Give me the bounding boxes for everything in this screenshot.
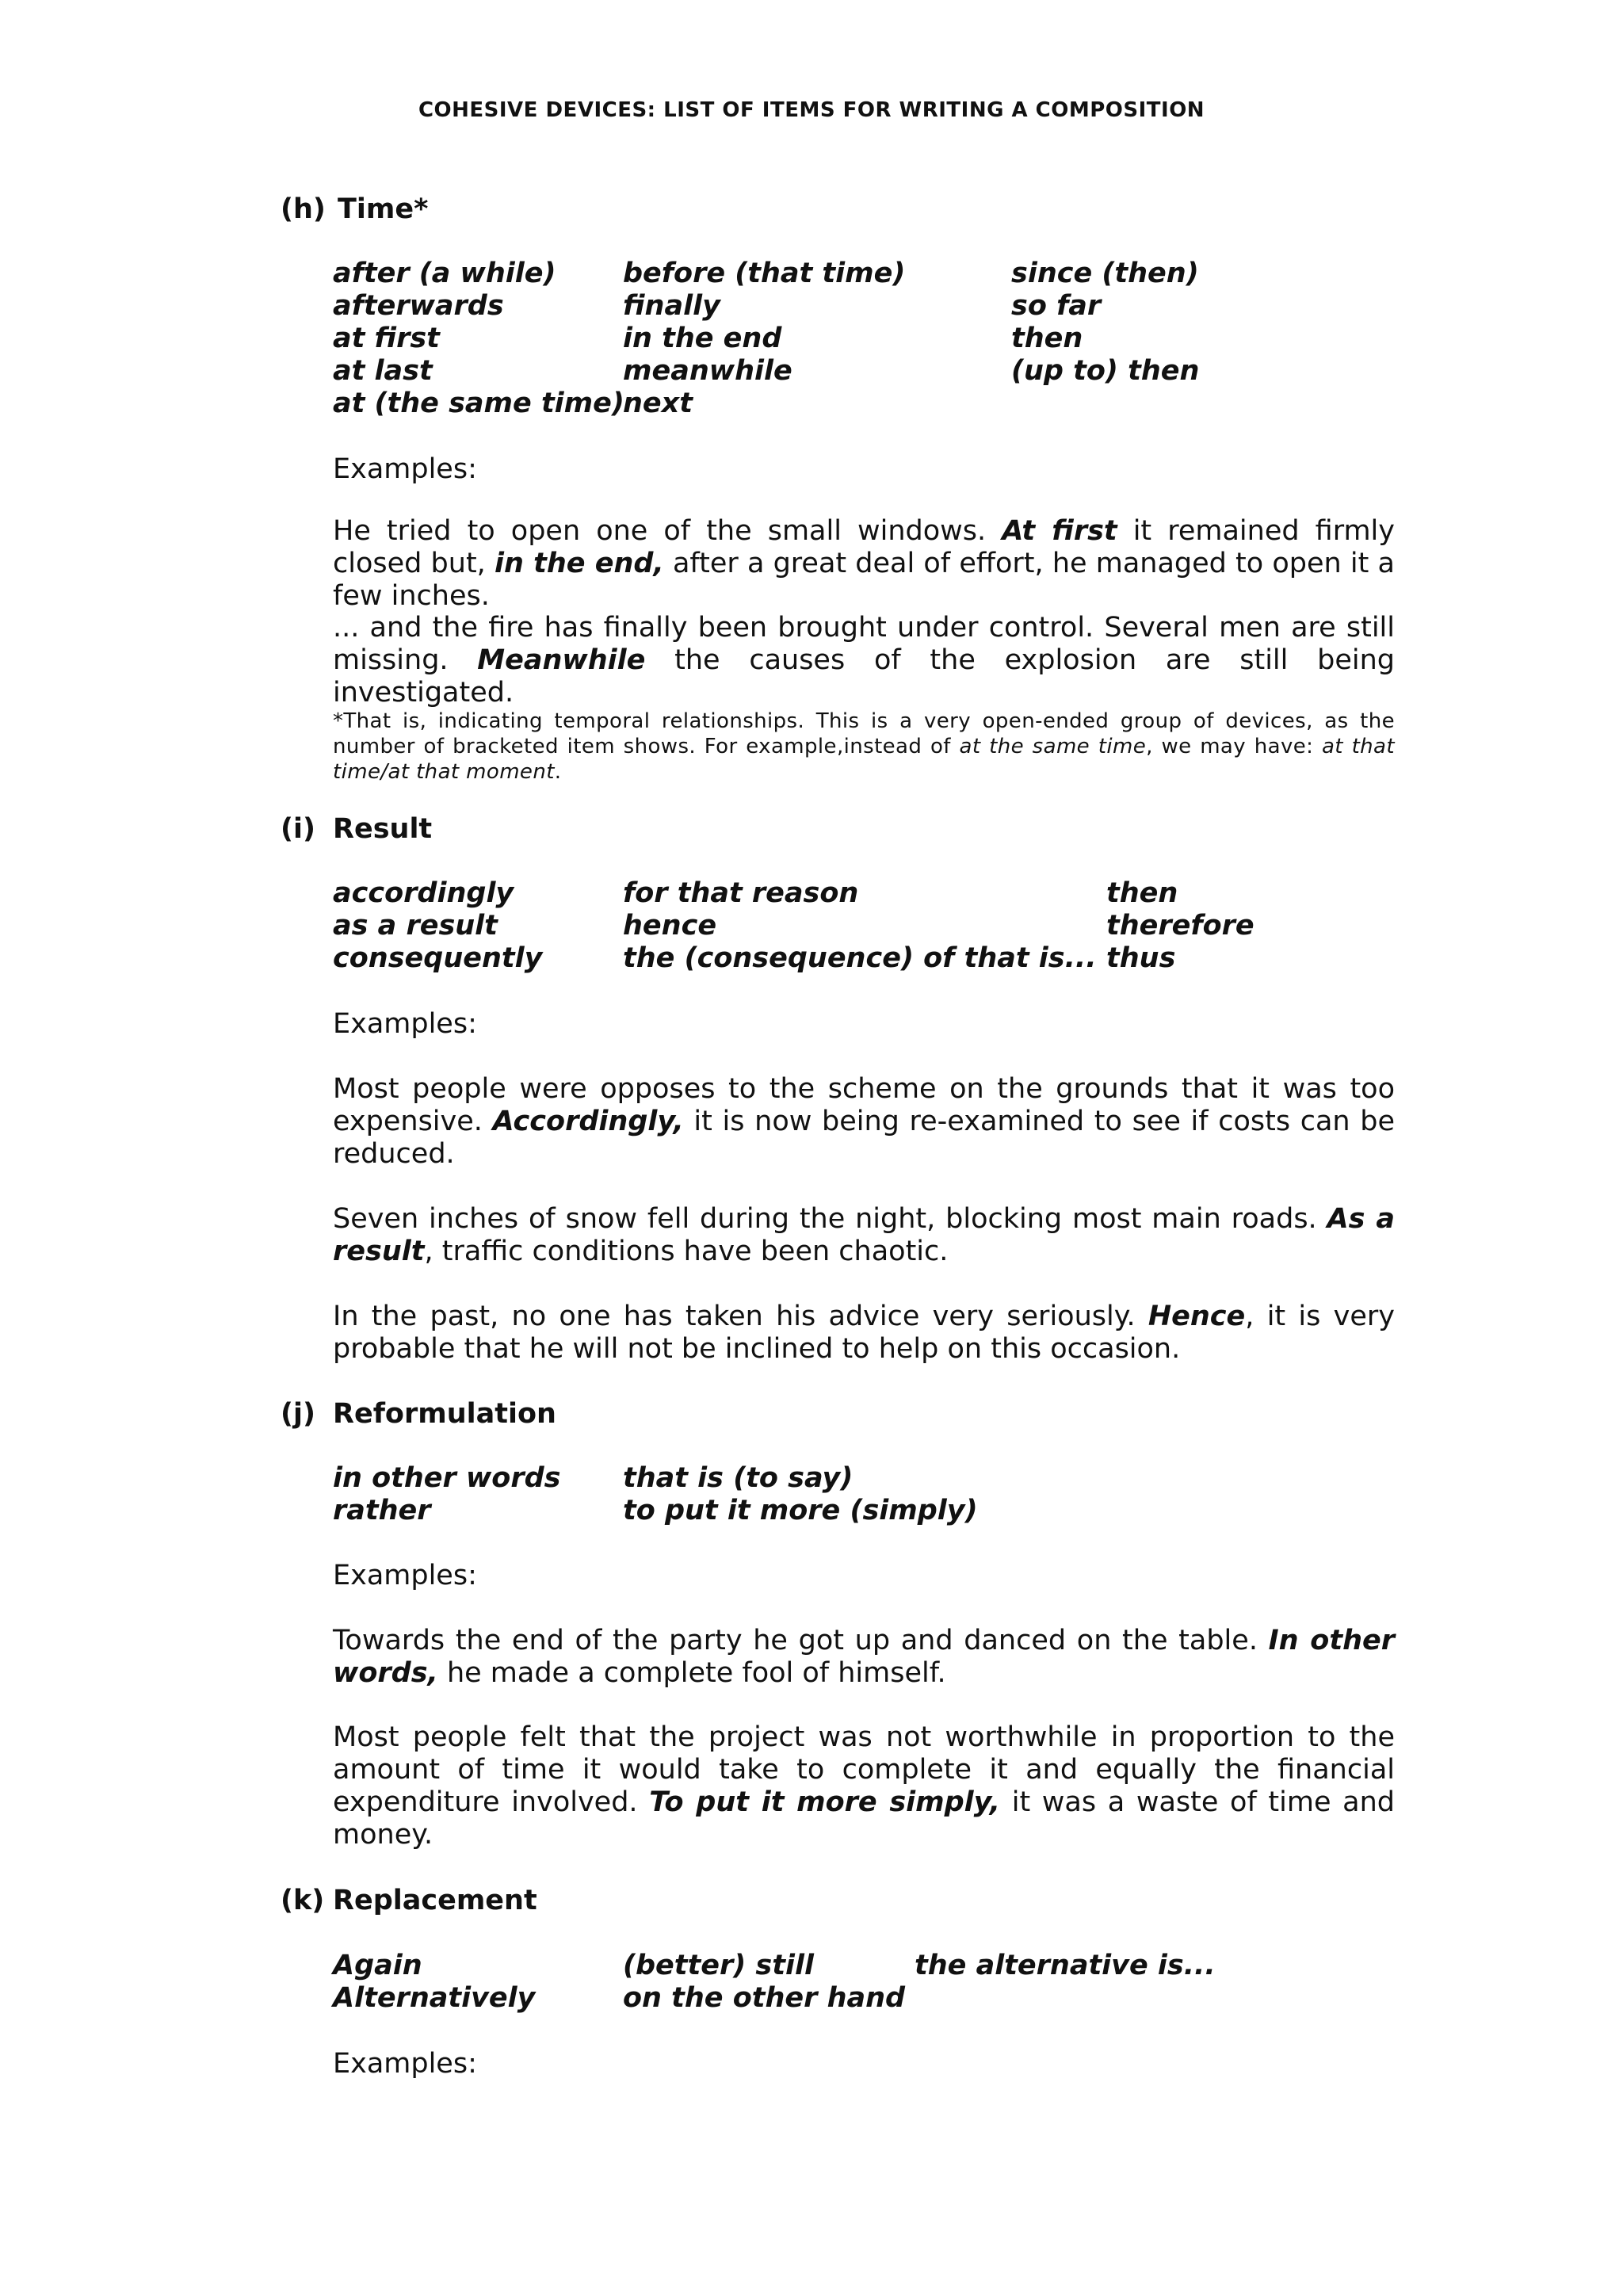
word-item: consequently: [333, 942, 543, 974]
word-item: then: [1106, 877, 1178, 909]
word-item: in other words: [333, 1462, 561, 1494]
section-label: (i): [281, 813, 315, 845]
word-item: at last: [333, 355, 433, 387]
example-paragraph: In the past, no one has taken his advice very seriously. Hence, it is very probable that he will not be inclined to help on this occasion.: [333, 1301, 1395, 1365]
word-item: accordingly: [333, 877, 514, 909]
word-column-2: [623, 1950, 905, 2015]
word-column-1: [333, 877, 542, 975]
word-item: finally: [623, 290, 720, 322]
section-label: (j): [281, 1398, 315, 1430]
word-item: the (consequence) of that is...: [623, 942, 1097, 974]
word-item: that is (to say): [623, 1462, 854, 1494]
word-item: meanwhile: [623, 355, 792, 387]
word-column-2: [623, 258, 905, 420]
word-item: on the other hand: [623, 1982, 906, 2014]
word-item: before (that time): [623, 258, 906, 289]
word-item: afterwards: [333, 290, 504, 322]
word-column-3: [915, 1950, 1216, 1982]
word-column-2: [623, 877, 1097, 975]
word-item: (better) still: [623, 1950, 814, 1981]
section-label: (h): [281, 193, 326, 225]
word-item: at (the same time): [333, 388, 624, 419]
section-title: Result: [333, 813, 433, 845]
examples-label: Examples:: [333, 2048, 477, 2080]
word-column-3: [1106, 877, 1254, 975]
word-column-1: [333, 258, 624, 420]
word-item: since (then): [1011, 258, 1199, 289]
section-title: Reformulation: [333, 1398, 556, 1430]
word-item: so far: [1011, 290, 1102, 322]
section-heading-result: [281, 813, 432, 845]
word-item: therefore: [1106, 910, 1254, 942]
examples-label: Examples:: [333, 453, 477, 485]
word-item: at first: [333, 323, 440, 354]
word-item: as a result: [333, 910, 498, 942]
word-item: the alternative is...: [915, 1950, 1216, 1981]
word-item: hence: [623, 910, 717, 942]
word-item: after (a while): [333, 258, 556, 289]
word-column-1: [333, 1950, 535, 2015]
word-column-3: [1011, 258, 1199, 388]
word-item: for that reason: [623, 877, 859, 909]
word-item: then: [1011, 323, 1083, 354]
section-title: Replacement: [333, 1885, 537, 1916]
page-header: COHESIVE DEVICES: LIST OF ITEMS FOR WRITING A COMPOSITION: [418, 98, 1205, 122]
section-heading-reformulation: [281, 1398, 556, 1430]
examples-label: Examples:: [333, 1008, 477, 1040]
word-item: to put it more (simply): [623, 1495, 978, 1526]
word-item: rather: [333, 1495, 431, 1526]
example-paragraph: ... and the fire has finally been brought under control. Several men are still missing. Meanwhile the causes of the explosion are still being investigated.: [333, 612, 1396, 709]
example-paragraph: Seven inches of snow fell during the night, blocking most main roads. As a result, traffic conditions have been chaotic.: [333, 1203, 1396, 1267]
example-paragraph: Towards the end of the party he got up and danced on the table. In other words, he made a complete fool of himself.: [333, 1625, 1395, 1689]
section-title: Time*: [338, 193, 429, 225]
word-item: in the end: [623, 323, 782, 354]
word-item: thus: [1106, 942, 1176, 974]
word-item: next: [623, 388, 693, 419]
word-item: (up to) then: [1011, 355, 1200, 387]
section-heading-time: [281, 193, 428, 225]
section-label: (k): [281, 1885, 325, 1916]
word-column-1: [333, 1462, 561, 1527]
section-heading-replacement: [281, 1885, 537, 1916]
example-paragraph: He tried to open one of the small windows. At first it remained firmly closed but, in the end, after a great deal of effort, he managed to open it a few inches.: [333, 515, 1395, 612]
footnote: *That is, indicating temporal relationships. This is a very open-ended group of devices, as the number of bracketed item shows. For example,instead of at the same time, we may have: at that time/at that moment.: [333, 709, 1395, 784]
word-item: Alternatively: [333, 1982, 536, 2014]
example-paragraph: Most people felt that the project was not worthwhile in proportion to the amount of time it would take to complete it and equally the financial expenditure involved. To put it more simply, it was a waste of time and money.: [333, 1721, 1395, 1851]
word-column-2: [623, 1462, 978, 1527]
example-paragraph: Most people were opposes to the scheme on the grounds that it was too expensive. Accordingly, it is now being re-examined to see if costs can be reduced.: [333, 1073, 1395, 1170]
word-item: Again: [333, 1950, 422, 1981]
examples-label: Examples:: [333, 1560, 477, 1591]
